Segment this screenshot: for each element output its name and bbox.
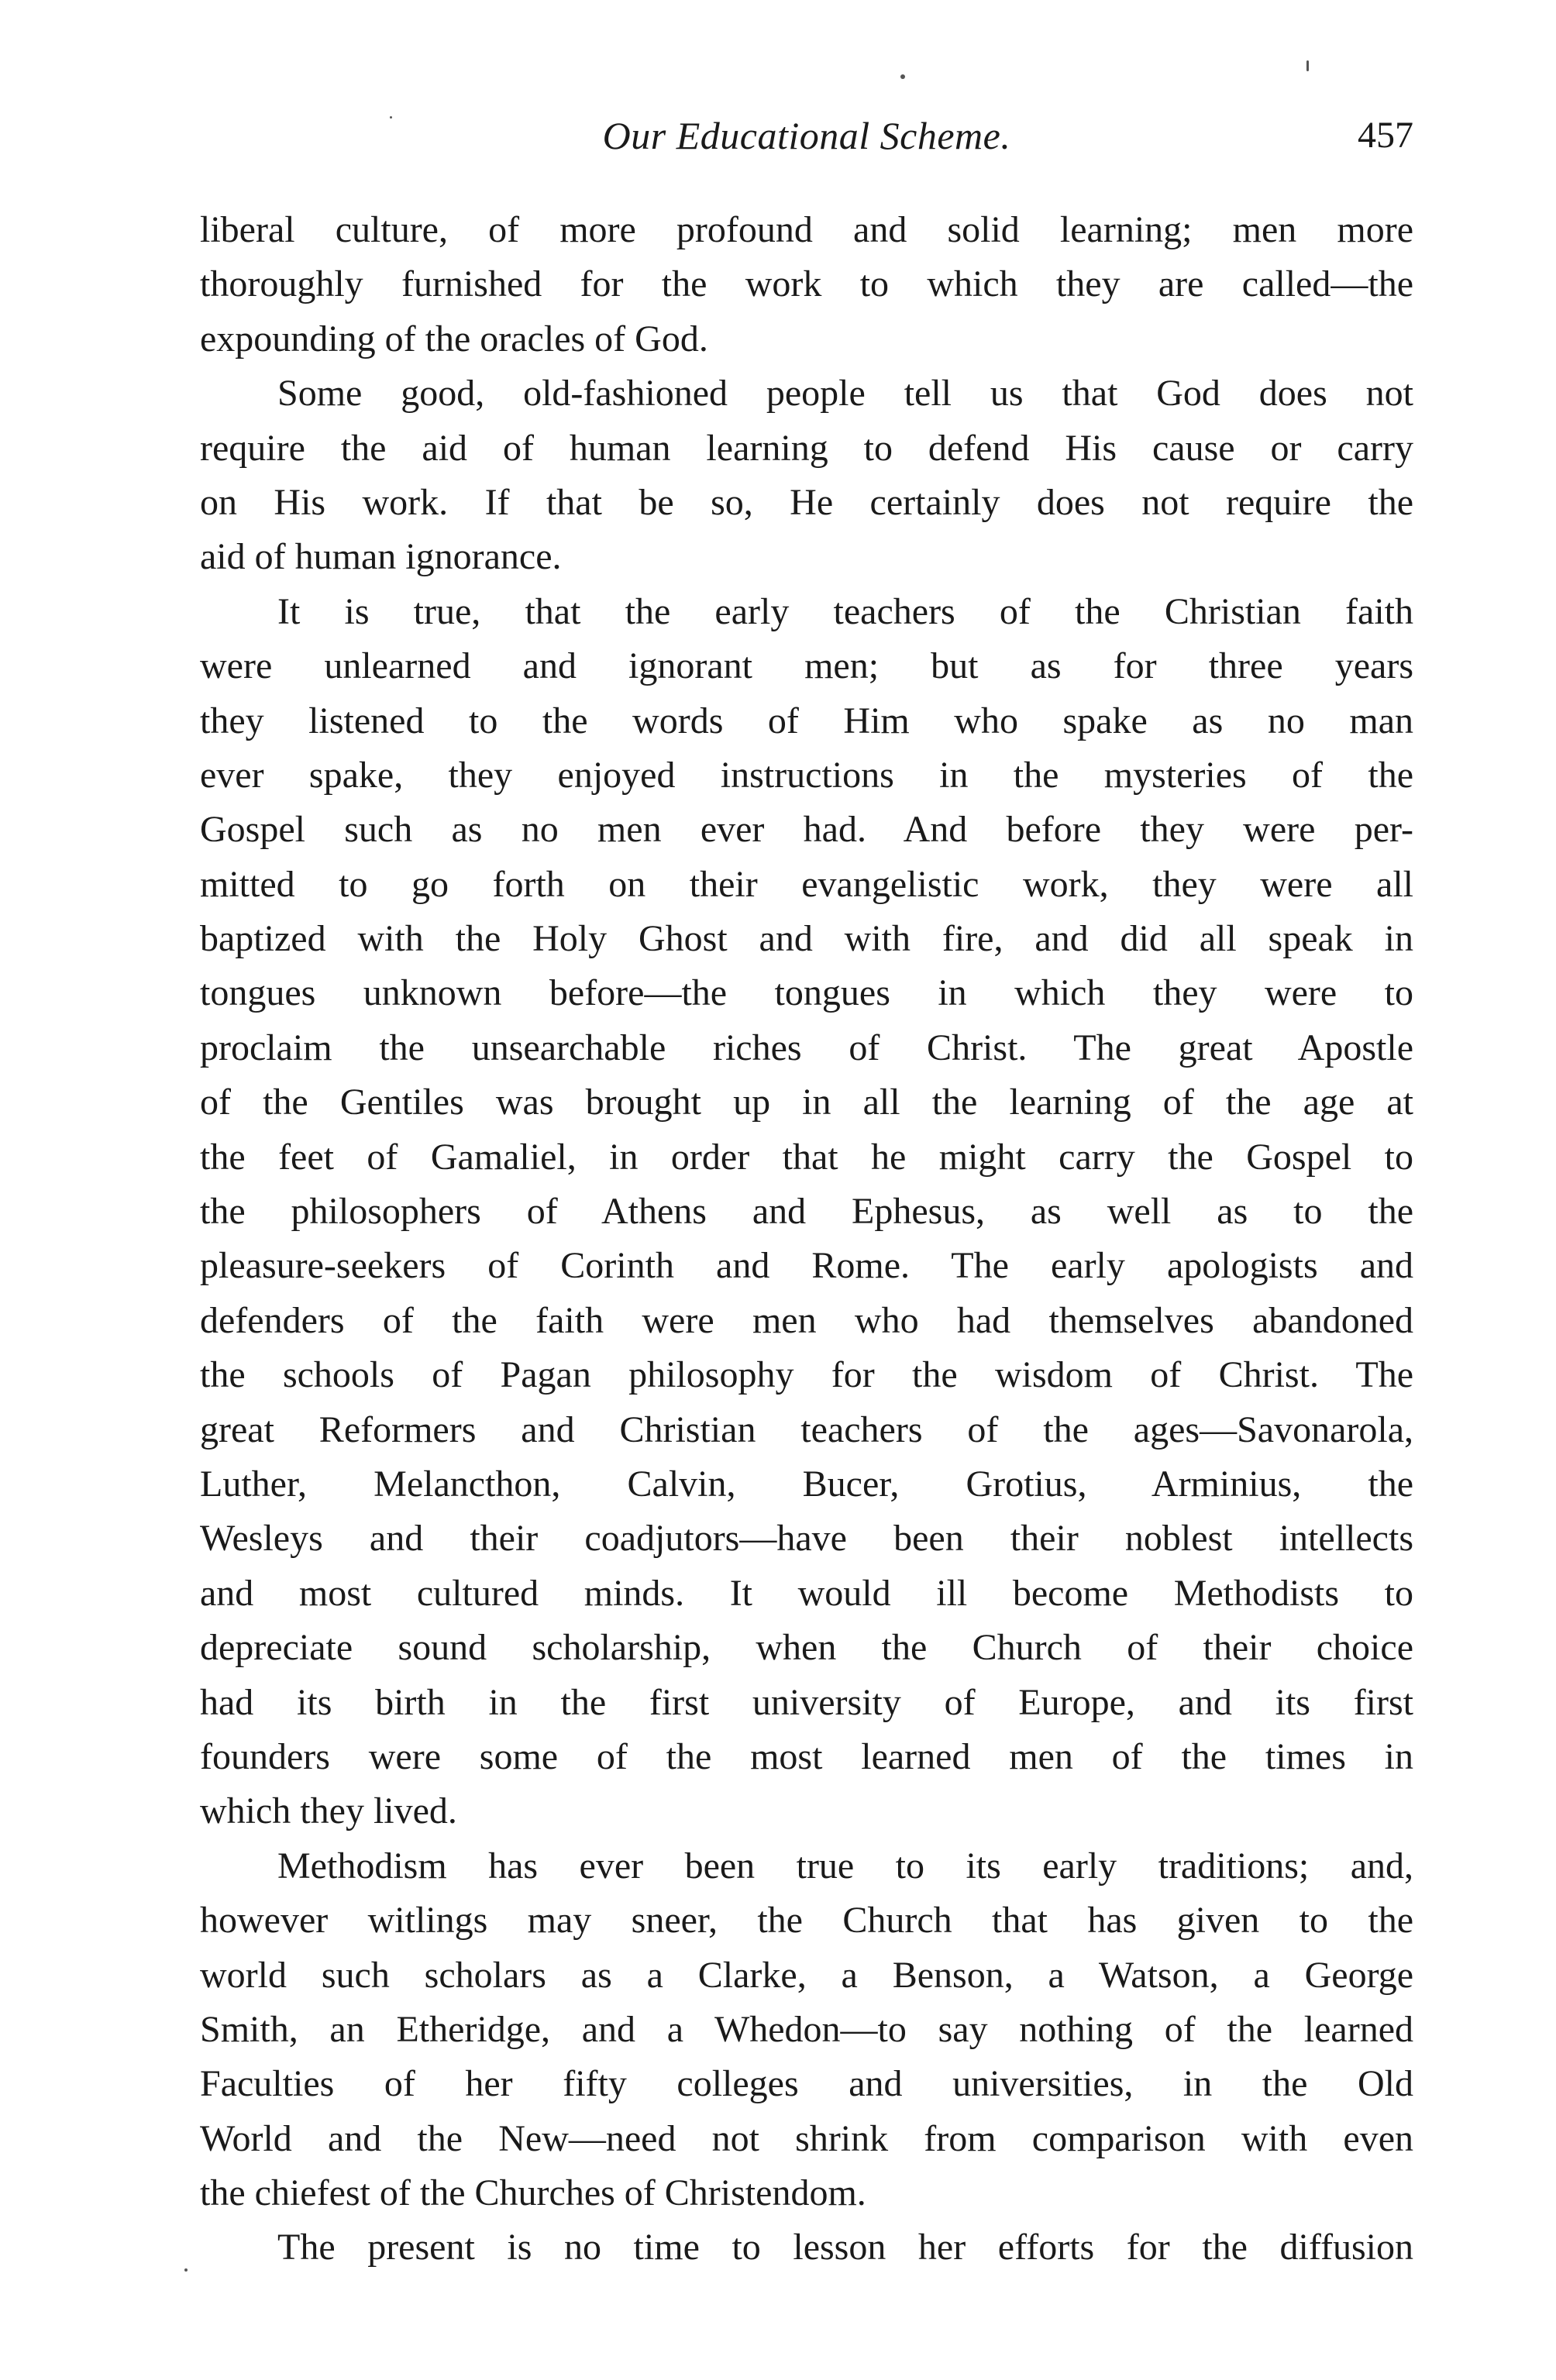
text-line: thoroughly furnished for the work to which they are called—the bbox=[200, 263, 1413, 305]
page-number: 457 bbox=[1358, 115, 1413, 156]
text-line: pleasure-seekers of Corinth and Rome. The early apologists and bbox=[200, 1245, 1413, 1287]
text-line: It is true, that the early teachers of the Christian faith bbox=[277, 590, 1413, 632]
text-line: the feet of Gamaliel, in order that he might carry the Gospel to bbox=[200, 1136, 1413, 1178]
text-line: defenders of the faith were men who had themselves abandoned bbox=[200, 1299, 1413, 1341]
text-line: however witlings may sneer, the Church that has given to the bbox=[200, 1900, 1413, 1941]
text-line: baptized with the Holy Ghost and with fire, and did all speak in bbox=[200, 918, 1413, 960]
text-line: expounding of the oracles of God. bbox=[200, 318, 708, 359]
text-line: Gospel such as no men ever had. And before they were per- bbox=[200, 809, 1413, 851]
text-line: were unlearned and ignorant men; but as for three years bbox=[200, 645, 1413, 687]
text-line: which they lived. bbox=[200, 1790, 457, 1832]
text-line: liberal culture, of more profound and solid learning; men more bbox=[200, 209, 1413, 250]
text-line: the philosophers of Athens and Ephesus, as well as to the bbox=[200, 1191, 1413, 1233]
scan-speck bbox=[390, 116, 392, 119]
text-line: The present is no time to lesson her efforts for the diffusion bbox=[277, 2227, 1413, 2268]
text-line: mitted to go forth on their evangelistic work, they were all bbox=[200, 863, 1413, 905]
text-line: the schools of Pagan philosophy for the wisdom of Christ. The bbox=[200, 1354, 1413, 1396]
text-line: had its birth in the first university of Europe, and its first bbox=[200, 1681, 1413, 1723]
text-line: require the aid of human learning to defend His cause or carry bbox=[200, 427, 1413, 469]
text-line: world such scholars as a Clarke, a Benson, a Watson, a George bbox=[200, 1954, 1413, 1996]
text-line: of the Gentiles was brought up in all the learning of the age at bbox=[200, 1082, 1413, 1123]
scan-speck bbox=[184, 2268, 188, 2272]
text-line: Methodism has ever been true to its early traditions; and, bbox=[277, 1845, 1413, 1886]
scan-speck bbox=[900, 74, 905, 79]
text-line: World and the New—need not shrink from comparison with even bbox=[200, 2117, 1413, 2159]
text-line: and most cultured minds. It would ill become Methodists to bbox=[200, 1572, 1413, 1614]
text-line: tongues unknown before—the tongues in which they were to bbox=[200, 972, 1413, 1014]
running-head bbox=[200, 108, 1413, 163]
running-title: Our Educational Scheme. bbox=[602, 114, 1011, 157]
text-line: the chiefest of the Churches of Christendom. bbox=[200, 2172, 866, 2214]
text-line: Some good, old-fashioned people tell us that God does not bbox=[277, 373, 1413, 414]
text-line: on His work. If that be so, He certainly does not require the bbox=[200, 481, 1413, 523]
text-line: Faculties of her fifty colleges and universities, in the Old bbox=[200, 2063, 1413, 2105]
text-line: proclaim the unsearchable riches of Christ. The great Apostle bbox=[200, 1027, 1413, 1068]
text-line: Luther, Melancthon, Calvin, Bucer, Grotius, Arminius, the bbox=[200, 1463, 1413, 1505]
text-line: ever spake, they enjoyed instructions in the mysteries of the bbox=[200, 754, 1413, 796]
text-line: they listened to the words of Him who spake as no man bbox=[200, 700, 1413, 741]
text-line: Smith, an Etheridge, and a Whedon—to say nothing of the learned bbox=[200, 2008, 1413, 2050]
text-line: Wesleys and their coadjutors—have been their noblest intellects bbox=[200, 1518, 1413, 1560]
text-line: founders were some of the most learned men of the times in bbox=[200, 1735, 1413, 1777]
text-line: depreciate sound scholarship, when the Church of their choice bbox=[200, 1627, 1413, 1669]
text-line: aid of human ignorance. bbox=[200, 536, 562, 578]
scan-speck bbox=[1306, 60, 1309, 71]
body-text bbox=[200, 203, 1413, 2275]
text-line: great Reformers and Christian teachers of the ages—Savonarola, bbox=[200, 1408, 1413, 1450]
